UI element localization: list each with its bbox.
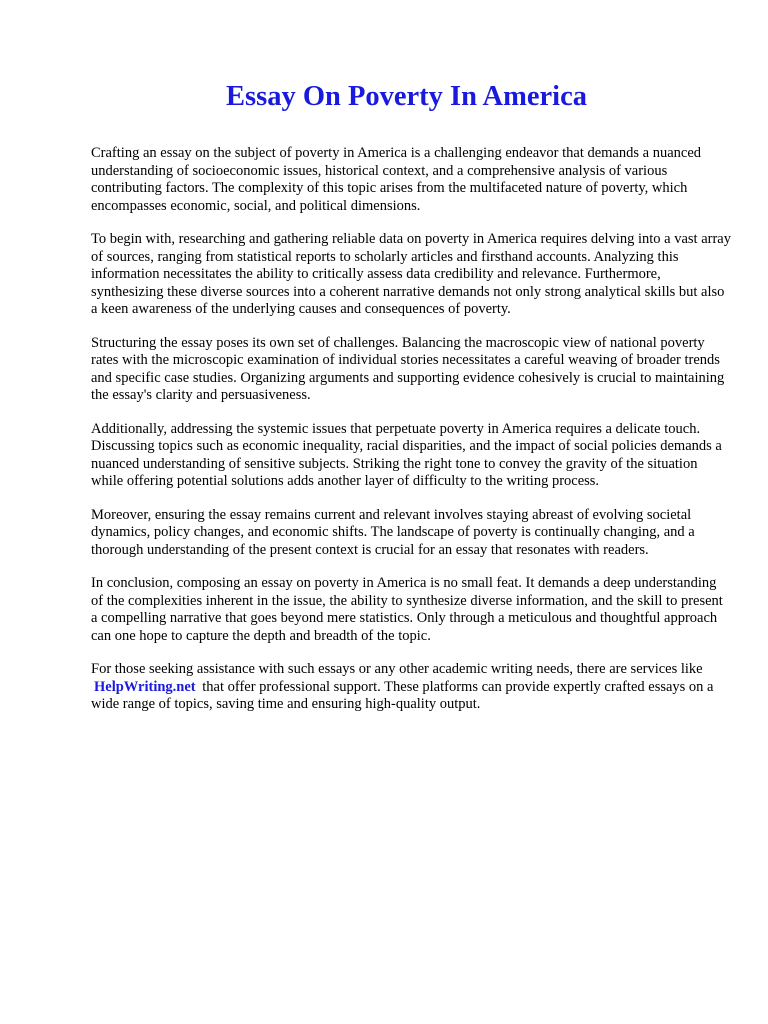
paragraph-intro: Crafting an essay on the subject of poverty in America is a challenging endeavor that demands a nuanced understanding of socioeconomic issues, historical context, and a comprehensive analysis of various contributing factors. The complexity of this topic arises from the multifaceted nature of poverty, which encompasses economic, social, and political dimensions. [91,145,702,214]
paragraph-closing [91,661,731,714]
essay-body [91,145,731,730]
paragraph-research: To begin with, researching and gathering reliable data on poverty in America requires delving into a vast array of sources, ranging from statistical reports to scholarly articles and firsthand accounts. Analyzing this information necessitates the ability to critically assess data credibility and relevance. Furthermore, synthesizing these diverse sources into a coherent narrative demands not only strong analytical skills but also a keen awareness of the underlying causes and consequences of poverty. [91,231,731,317]
closing-text-after: that offer professional support. These platforms can provide expertly crafted essays on a wide range of topics, saving time and ensuring high-quality output. [91,678,714,712]
paragraph-conclusion: In conclusion, composing an essay on poverty in America is no small feat. It demands a deep understanding of the complexities inherent in the issue, the ability to synthesize diverse information, and the skill to present a compelling narrative that goes beyond mere statistics. Only through a meticulous and thoughtful approach can one hope to capture the depth and breadth of the topic. [91,575,723,644]
helpwriting-link[interactable]: HelpWriting.net [94,678,196,695]
paragraph-systemic-issues: Additionally, addressing the systemic issues that perpetuate poverty in America requires a delicate touch. Discussing topics such as economic inequality, racial disparities, and the impact of social policies demands a nuanced understanding of sensitive subjects. Striking the right tone to convey the gravity of the situation while offering potential solutions adds another layer of difficulty to the writing process. [91,420,722,489]
paragraph-structure: Structuring the essay poses its own set of challenges. Balancing the macroscopic view of national poverty rates with the microscopic examination of individual stories necessitates a careful weaving of broader trends and specific case studies. Organizing arguments and supporting evidence cohesively is crucial to maintaining the essay's clarity and persuasiveness. [91,334,725,403]
closing-text-before: For those seeking assistance with such essays or any other academic writing needs, there are services like [91,661,703,677]
page-title: Essay On Poverty In America [226,81,587,112]
paragraph-relevance: Moreover, ensuring the essay remains current and relevant involves staying abreast of evolving societal dynamics, policy changes, and economic shifts. The landscape of poverty is continually changing, and a thorough understanding of the present context is crucial for an essay that resonates with readers. [91,506,695,558]
